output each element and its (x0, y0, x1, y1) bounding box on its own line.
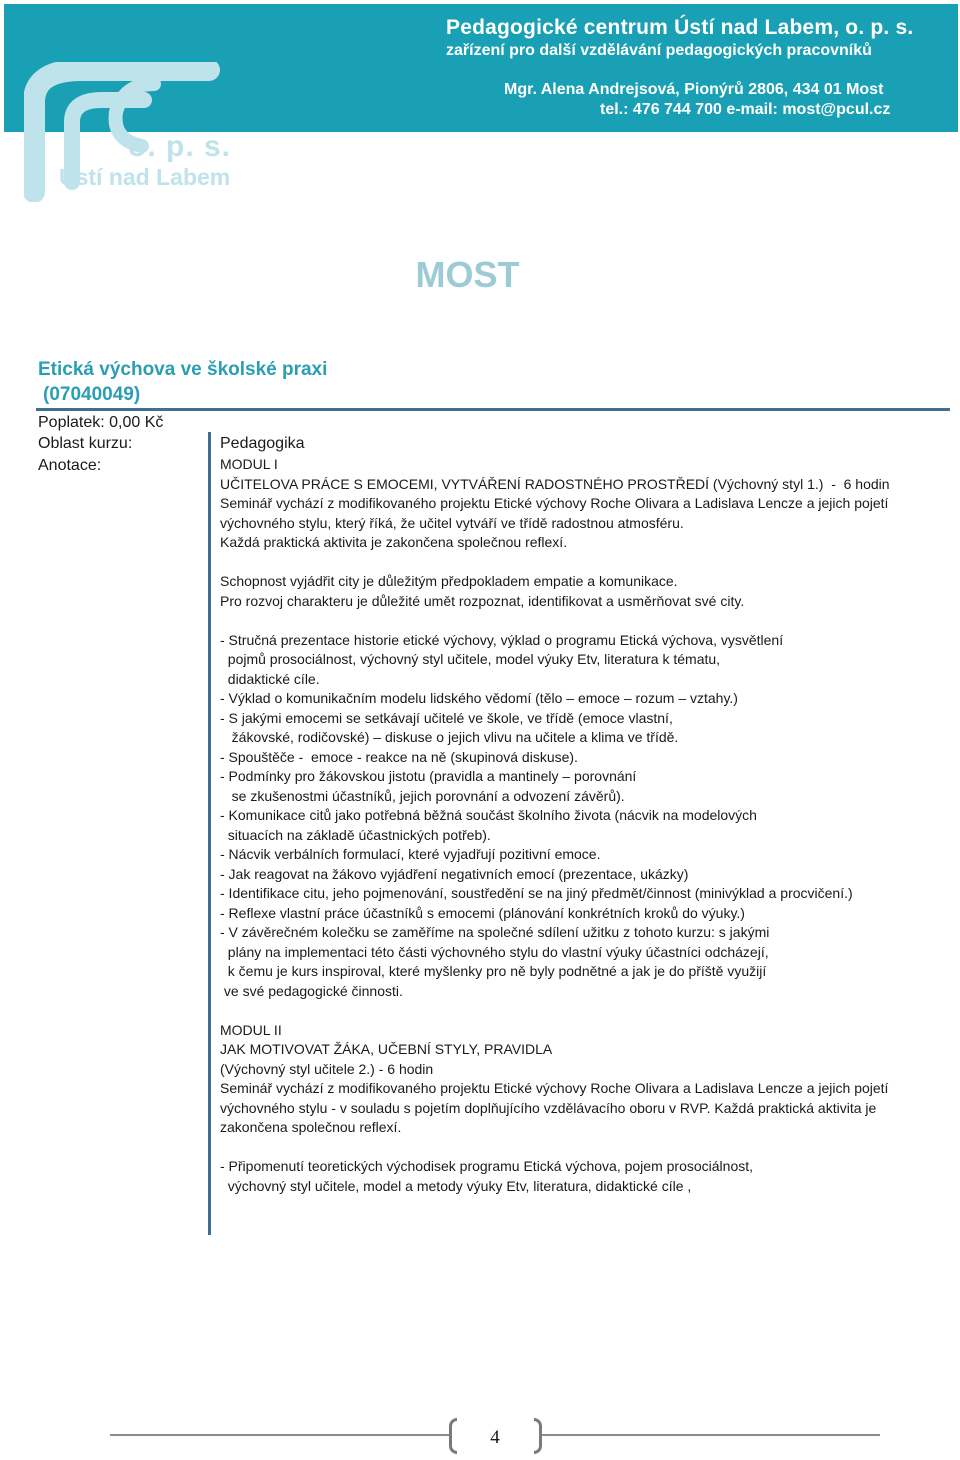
annotation-line: plány na implementaci této části výchovného stylu do vlastní výuky účastníci odcházejí, (220, 943, 769, 960)
page-number-left-bracket (449, 1418, 457, 1454)
annotation-line: - Podmínky pro žákovskou jistotu (pravidla a mantinely – porovnání (220, 768, 637, 784)
annotation-line: ve své pedagogické činnosti. (220, 982, 403, 999)
contact-phone-email: tel.: 476 744 700 e-mail: most@pcul.cz (600, 101, 891, 118)
organization-name: Pedagogické centrum Ústí nad Labem, o. p. s. (446, 16, 914, 39)
course-area-label: Oblast kurzu: (38, 435, 133, 452)
column-divider (208, 432, 211, 1235)
annotation-line: - Reflexe vlastní práce účastníků s emocemi (plánování konkrétních kroků do výuky.) (220, 904, 745, 921)
annotation-line: MODUL II (220, 1021, 282, 1038)
annotation-line (220, 553, 920, 573)
annotation-line (220, 611, 920, 631)
annotation-line: (Výchovný styl učitele 2.) - 6 hodin (220, 1060, 434, 1077)
annotation-label: Anotace: (38, 457, 102, 474)
annotation-line: - Stručná prezentace historie etické výchovy, výklad o programu Etická výchova, vysvětlení (220, 631, 784, 648)
annotation-line: situacích na základě účastnických potřeb). (220, 826, 491, 843)
annotation-line: - V závěrečném kolečku se zaměříme na společné sdílení užitku z tohoto kurzu: s jakými (220, 924, 770, 940)
annotation-line: se zkušenostmi účastníků, jejich porovnání a odvození závěrů). (220, 787, 625, 804)
annotation-line: výchovného stylu, který říká, že učitel vytváří ve třídě radostnou atmosféru. (220, 514, 684, 531)
logo-ops-text: o. p. s. (128, 130, 232, 163)
annotation-text (220, 455, 920, 1196)
annotation-line: - Spouštěče - emoce - reakce na ně (skupinová diskuse). (220, 748, 578, 765)
annotation-line: zakončena společnou reflexí. (220, 1119, 402, 1135)
annotation-line: - S jakými emocemi se setkávají učitelé ve škole, ve třídě (emoce vlastní, (220, 709, 673, 726)
annotation-line (220, 1001, 920, 1021)
annotation-line: Seminář vychází z modifikovaného projektu Etické výchovy Roche Olivara a Ladislava Lencze a jejich pojetí (220, 495, 889, 511)
annotation-line: výchovný styl učitele, model a metody výuky Etv, literatura, didaktické cíle , (220, 1177, 692, 1194)
contact-address: Mgr. Alena Andrejsová, Pionýrů 2806, 434 01 Most (504, 81, 884, 98)
annotation-line: Schopnost vyjádřit city je důležitým předpokladem empatie a komunikace. (220, 573, 678, 589)
annotation-line: JAK MOTIVOVAT ŽÁKA, UČEBNÍ STYLY, PRAVIDLA (220, 1041, 553, 1057)
annotation-line: didaktické cíle. (220, 670, 320, 687)
annotation-line: pojmů prosociálnost, výchovný styl učitele, model výuky Etv, literatura k tématu, (220, 651, 721, 667)
annotation-line: UČITELOVA PRÁCE S EMOCEMI, VYTVÁŘENÍ RADOSTNÉHO PROSTŘEDÍ (Výchovný styl 1.) - 6 hodin (220, 475, 890, 492)
course-code: (07040049) (43, 384, 141, 405)
annotation-line: - Připomenutí teoretických východisek programu Etická výchova, pojem prosociálnost, (220, 1158, 754, 1174)
annotation-line: Seminář vychází z modifikovaného projektu Etické výchovy Roche Olivara a Ladislava Lencze a jejich pojetí (220, 1080, 889, 1096)
annotation-line: MODUL I (220, 456, 278, 472)
annotation-line: Každá praktická aktivita je zakončena společnou reflexí. (220, 534, 568, 550)
organization-subtitle: zařízení pro další vzdělávání pedagogických pracovníků (446, 42, 872, 59)
page-number: 4 (490, 1427, 500, 1448)
annotation-line: - Jak reagovat na žákovo vyjádření negativních emocí (prezentace, ukázky) (220, 865, 689, 882)
annotation-line: výchovného stylu - v souladu s pojetím doplňujícího vzdělávacího oboru v RVP. Každá praktická aktivita je (220, 1099, 877, 1116)
page-heading: MOST (415, 254, 520, 295)
annotation-line: - Výklad o komunikačním modelu lidského vědomí (tělo – emoce – rozum – vztahy.) (220, 690, 738, 706)
annotation-line: Pro rozvoj charakteru je důležité umět rozpoznat, identifikovat a usměrňovat své city. (220, 592, 745, 609)
footer-rule-right (540, 1434, 880, 1436)
logo-city-text: Ústí nad Labem (59, 164, 231, 190)
course-title: Etická výchova ve školské praxi (38, 359, 328, 380)
annotation-line: žákovské, rodičovské) – diskuse o jejich vlivu na učitele a klima ve třídě. (220, 729, 679, 745)
annotation-line: - Nácvik verbálních formulací, které vyjadřují pozitivní emoce. (220, 846, 601, 862)
annotation-line: - Identifikace citu, jeho pojmenování, soustředění se na jiný předmět/činnost (minivýklad a procvičení.) (220, 885, 853, 901)
fee-label: Poplatek: 0,00 Kč (38, 414, 164, 431)
page-number-right-bracket (534, 1418, 542, 1454)
footer-rule-left (110, 1434, 450, 1436)
course-area-value: Pedagogika (220, 435, 305, 452)
title-divider (36, 408, 950, 411)
annotation-line (220, 1138, 920, 1158)
annotation-line: k čemu je kurs inspiroval, které myšlenky pro ně byly podnětné a jak je do příště využijí (220, 963, 767, 979)
annotation-line: - Komunikace citů jako potřebná běžná součást školního života (nácvik na modelových (220, 807, 757, 823)
